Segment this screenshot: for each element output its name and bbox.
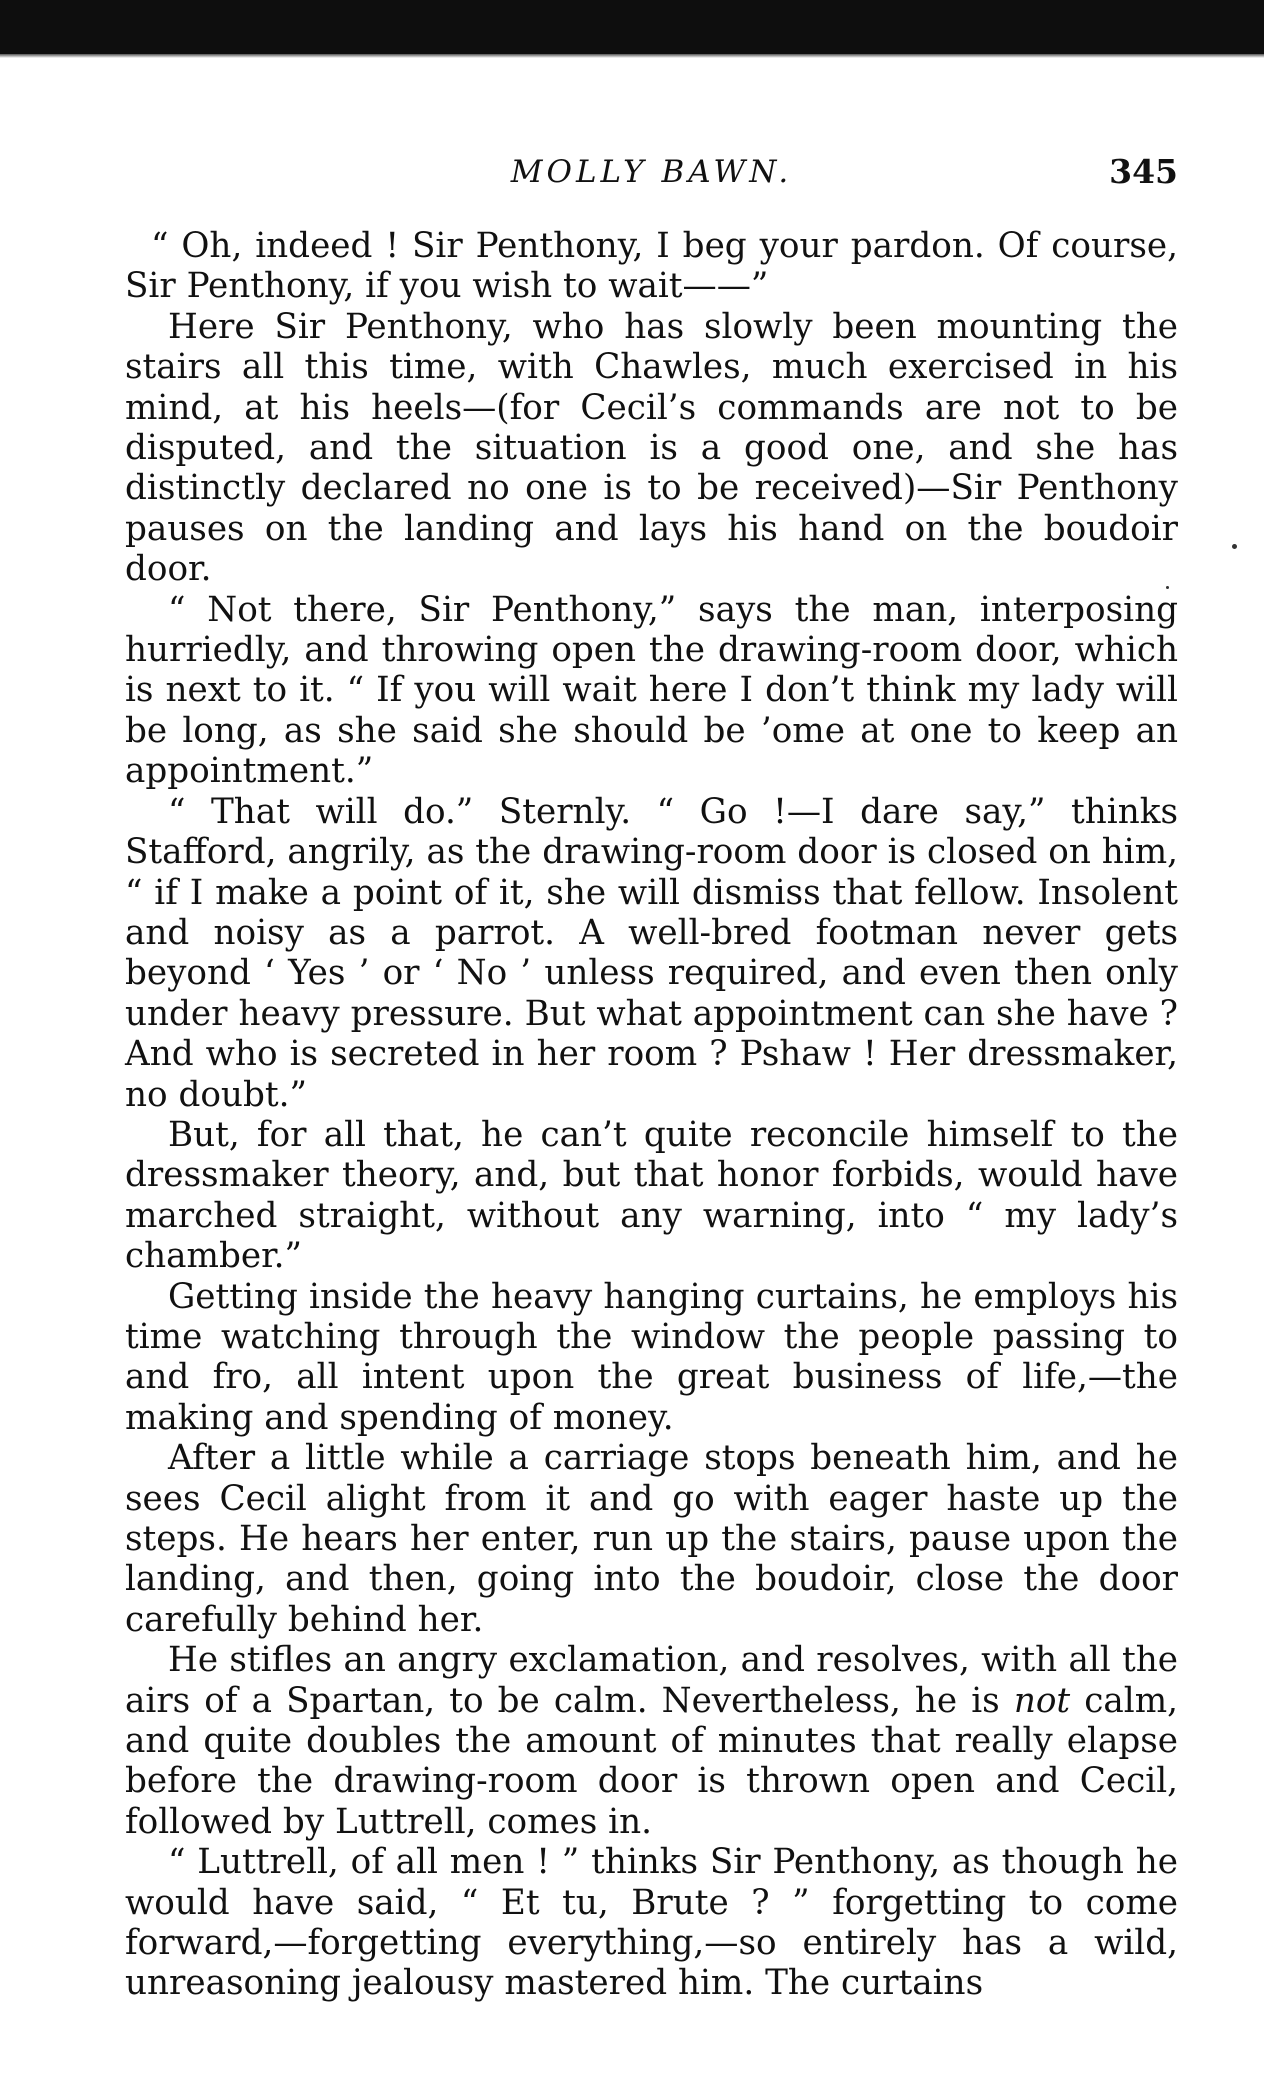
top-border-shadow [0,54,1264,58]
paragraph-6: Getting inside the heavy hanging curtains, he employs his time watching through the window the people passing to and fro, all intent upon the great business of life,—the making and spending of money. [125,1276,1178,1438]
margin-speck [1166,586,1169,589]
paragraph-8-text-start: He stifles an angry exclamation, and resolves, with all the airs of a Spartan, to be calm. Nevertheless, he is [125,1640,1178,1721]
paragraph-7: After a little while a carriage stops beneath him, and he sees Cecil alight from it and go with eager haste up the steps. He hears her enter, run up the stairs, pause upon the landing, and then, going into the boudoir, close the door carefully behind her. [125,1438,1178,1640]
margin-speck [1232,544,1237,549]
running-header [125,150,1178,194]
page-number: 345 [1109,152,1178,191]
top-border-bar [0,0,1264,54]
paragraph-8-text-end: calm, and quite doubles the amount of minutes that really elapse before the drawing-room door is thrown open and Cecil, followed by Luttrell, comes in. [125,1680,1178,1842]
running-title: MOLLY BAWN. [510,154,793,190]
paragraph-3: “ Not there, Sir Penthony,” says the man, interposing hurriedly, and throwing open the drawing-room door, which is next to it. “ If you will wait here I don’t think my lady will be long, as she said she should be ’ome at one to keep an appointment.” [125,589,1178,792]
paragraph-1: “ Oh, indeed ! Sir Penthony, I beg your pardon. Of course, Sir Penthony, if you wish to wait——” [125,226,1178,307]
paragraph-9: “ Luttrell, of all men ! ” thinks Sir Penthony, as though he would have said, “ Et tu, Brute ? ” forgetting to come forward,—forgetting everything,—so entirely has a wild, unreasoning jealousy mastered him. The curtains [125,1842,1178,2004]
paragraph-5: But, for all that, he can’t quite reconcile himself to the dressmaker theory, and, but that honor forbids, would have marched straight, without any warning, into “ my lady’s chamber.” [125,1114,1178,1277]
body-text [125,226,1178,2004]
paragraph-2: Here Sir Penthony, who has slowly been mounting the stairs all this time, with Chawles, much exercised in his mind, at his heels—(for Cecil’s commands are not to be disputed, and the situation is a good one, and she has distinctly declared no one is to be received)—Sir Penthony pauses on the landing and lays his hand on the boudoir door. [125,306,1178,590]
paragraph-8 [125,1640,1178,1842]
paragraph-8-emphasis: not [1013,1680,1071,1721]
paragraph-4: “ That will do.” Sternly. “ Go !—I dare say,” thinks Stafford, angrily, as the drawing-room door is closed on him, “ if I make a point of it, she will dismiss that fellow. Insolent and noisy as a parrot. A well-bred footman never gets beyond ‘ Yes ’ or ‘ No ’ unless required, and even then only under heavy pressure. But what appointment can she have ? And who is secreted in her room ? Pshaw ! Her dressmaker, no doubt.” [125,791,1178,1115]
